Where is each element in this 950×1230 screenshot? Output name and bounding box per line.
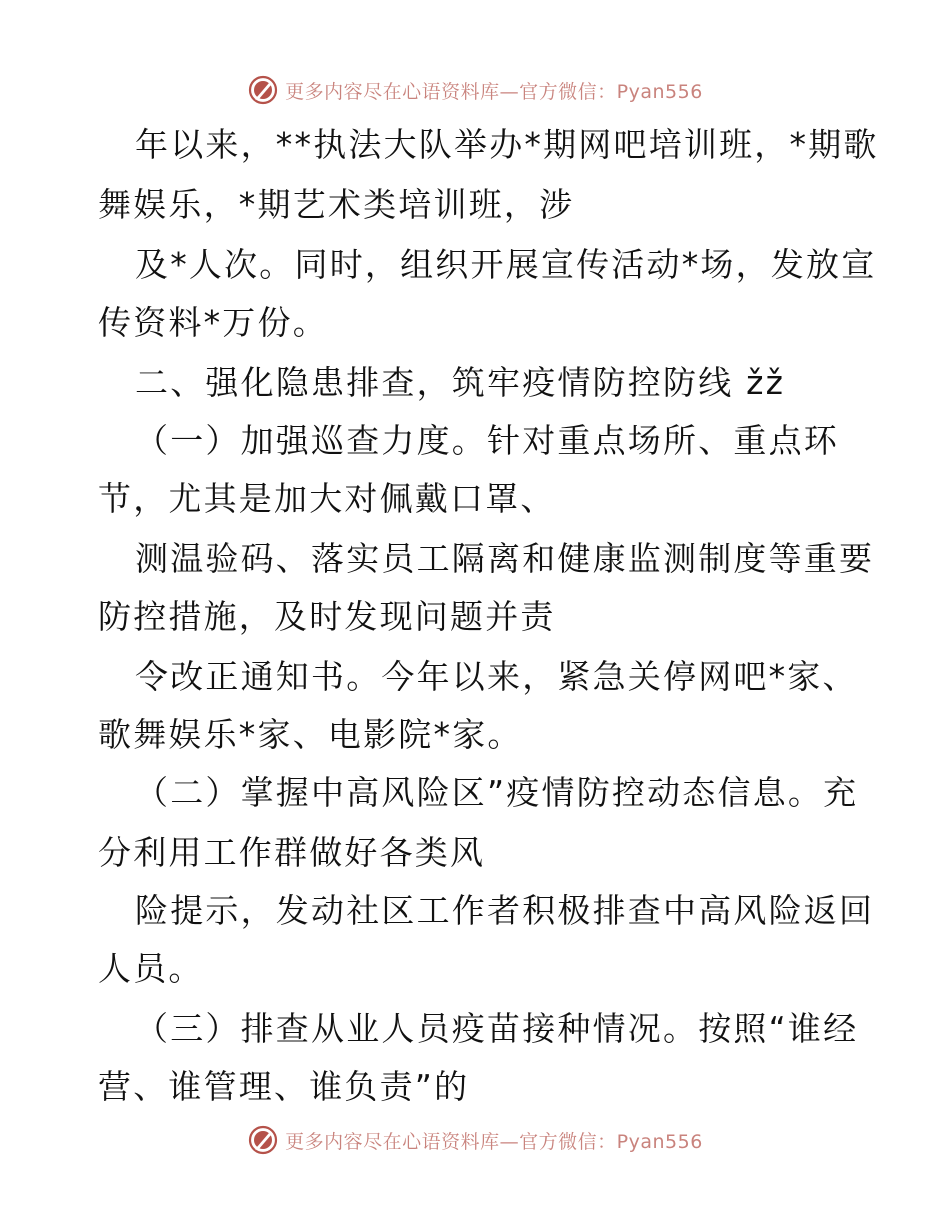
body-line: 险提示，发动社区工作者积极排查中高风险返回: [135, 891, 875, 930]
body-line: 年以来，**执法大队举办*期网吧培训班，*期歌: [135, 125, 879, 164]
section-heading: 二、强化隐患排查，筑牢疫情防控防线 žž: [135, 363, 786, 402]
body-line: 舞娱乐，*期艺术类培训班，涉: [98, 185, 575, 224]
body-line: 分利用工作群做好各类风: [98, 833, 486, 872]
footer-watermark: [0, 1120, 950, 1160]
body-line: 营、谁管理、谁负责”的: [98, 1067, 470, 1106]
body-line: 令改正通知书。今年以来，紧急关停网吧*家、: [135, 657, 858, 696]
body-line: （三）排查从业人员疫苗接种情况。按照“谁经: [135, 1009, 859, 1048]
body-line: （二）掌握中高风险区”疫情防控动态信息。充: [135, 773, 859, 812]
body-line: 节，尤其是加大对佩戴口罩、: [98, 479, 556, 518]
body-line: 人员。: [98, 949, 204, 988]
body-line: 防控措施，及时发现问题并责: [98, 597, 556, 636]
body-line: （一）加强巡查力度。针对重点场所、重点环: [135, 421, 839, 460]
watermark-text: 更多内容尽在心语资料库—官方微信：Pyan556: [285, 1130, 703, 1153]
body-line: 及*人次。同时，组织开展宣传活动*场，发放宣: [135, 245, 877, 284]
pen-nib-logo-icon: [247, 1124, 279, 1156]
watermark-text: 更多内容尽在心语资料库—官方微信：Pyan556: [285, 80, 703, 103]
body-line: 歌舞娱乐*家、电影院*家。: [98, 715, 523, 754]
body-line: 测温验码、落实员工隔离和健康监测制度等重要: [135, 539, 875, 578]
body-line: 传资料*万份。: [98, 303, 328, 342]
